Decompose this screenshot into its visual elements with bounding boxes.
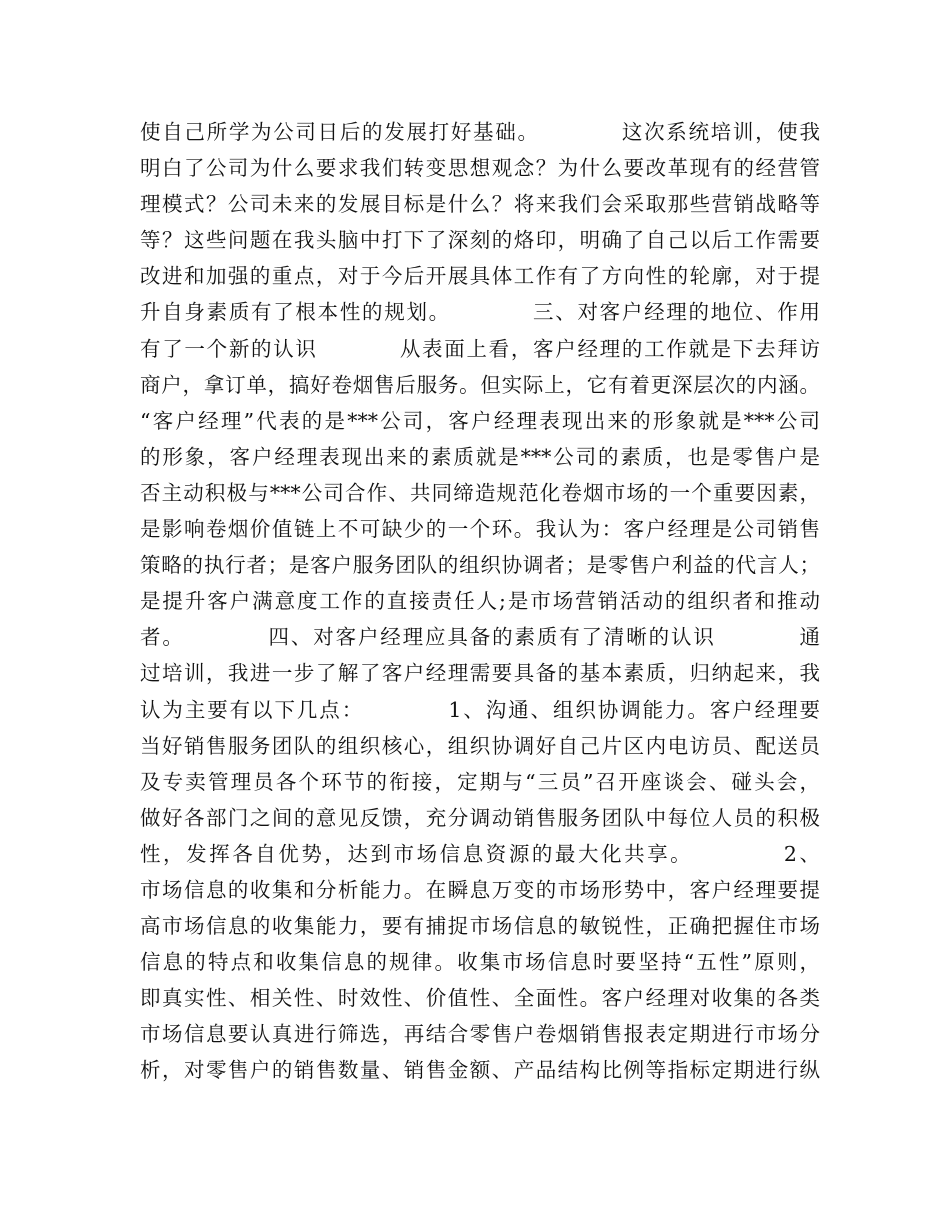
text-line: “客户经理”代表的是***公司，客户经理表现出来的形象就是***公司 bbox=[140, 408, 820, 433]
text-line: 信息的特点和收集信息的规律。收集市场信息时要坚持“五性”原则， bbox=[140, 950, 820, 975]
text-line: 否主动积极与***公司合作、共同缔造规范化卷烟市场的一个重要因素， bbox=[140, 480, 820, 505]
text-line: 策略的执行者；是客户服务团队的组织协调者；是零售户利益的代言人； bbox=[140, 553, 820, 578]
text-line: 当好销售服务团队的组织核心，组织协调好自己片区内电访员、配送员 bbox=[140, 733, 820, 758]
text-line: 使自己所学为公司日后的发展打好基础。 这次系统培训，使我 bbox=[140, 120, 820, 144]
text-line: 即真实性、相关性、时效性、价值性、全面性。客户经理对收集的各类 bbox=[140, 986, 820, 1011]
text-line: 升自身素质有了根本性的规划。 三、对客户经理的地位、作用 bbox=[140, 300, 820, 325]
text-line: 等？这些问题在我头脑中打下了深刻的烙印，明确了自己以后工作需要 bbox=[140, 228, 820, 253]
text-line: 明白了公司为什么要求我们转变思想观念？为什么要改革现有的经营管 bbox=[140, 156, 820, 181]
text-line: 市场信息要认真进行筛选，再结合零售户卷烟销售报表定期进行市场分 bbox=[140, 1022, 820, 1047]
text-line: 的形象，客户经理表现出来的素质就是***公司的素质，也是零售户是 bbox=[140, 444, 820, 469]
text-line: 及专卖管理员各个环节的衔接，定期与“三员”召开座谈会、碰头会， bbox=[140, 769, 820, 794]
text-line: 市场信息的收集和分析能力。在瞬息万变的市场形势中，客户经理要提 bbox=[140, 877, 820, 902]
text-line: 商户，拿订单，搞好卷烟售后服务。但实际上，它有着更深层次的内涵。 bbox=[140, 372, 820, 397]
text-line: 者。 四、对客户经理应具备的素质有了清晰的认识 通 bbox=[140, 625, 820, 650]
text-line: 是提升客户满意度工作的直接责任人;是市场营销活动的组织者和推动 bbox=[140, 589, 820, 614]
text-line: 是影响卷烟价值链上不可缺少的一个环。我认为：客户经理是公司销售 bbox=[140, 517, 820, 542]
text-line: 高市场信息的收集能力，要有捕捉市场信息的敏锐性，正确把握住市场 bbox=[140, 914, 820, 939]
text-line: 有了一个新的认识 从表面上看，客户经理的工作就是下去拜访 bbox=[140, 336, 820, 361]
text-line: 做好各部门之间的意见反馈，充分调动销售服务团队中每位人员的积极 bbox=[140, 805, 820, 830]
text-line: 认为主要有以下几点： 1、沟通、组织协调能力。客户经理要 bbox=[140, 697, 820, 722]
text-line: 性，发挥各自优势，达到市场信息资源的最大化共享。 2、 bbox=[140, 841, 820, 866]
text-line: 过培训，我进一步了解了客户经理需要具备的基本素质，归纳起来，我 bbox=[140, 661, 820, 686]
text-line: 析，对零售户的销售数量、销售金额、产品结构比例等指标定期进行纵 bbox=[140, 1058, 820, 1083]
text-line: 改进和加强的重点，对于今后开展具体工作有了方向性的轮廓，对于提 bbox=[140, 264, 820, 289]
document-body bbox=[140, 114, 820, 1089]
text-line: 理模式？公司未来的发展目标是什么？将来我们会采取那些营销战略等 bbox=[140, 192, 820, 217]
